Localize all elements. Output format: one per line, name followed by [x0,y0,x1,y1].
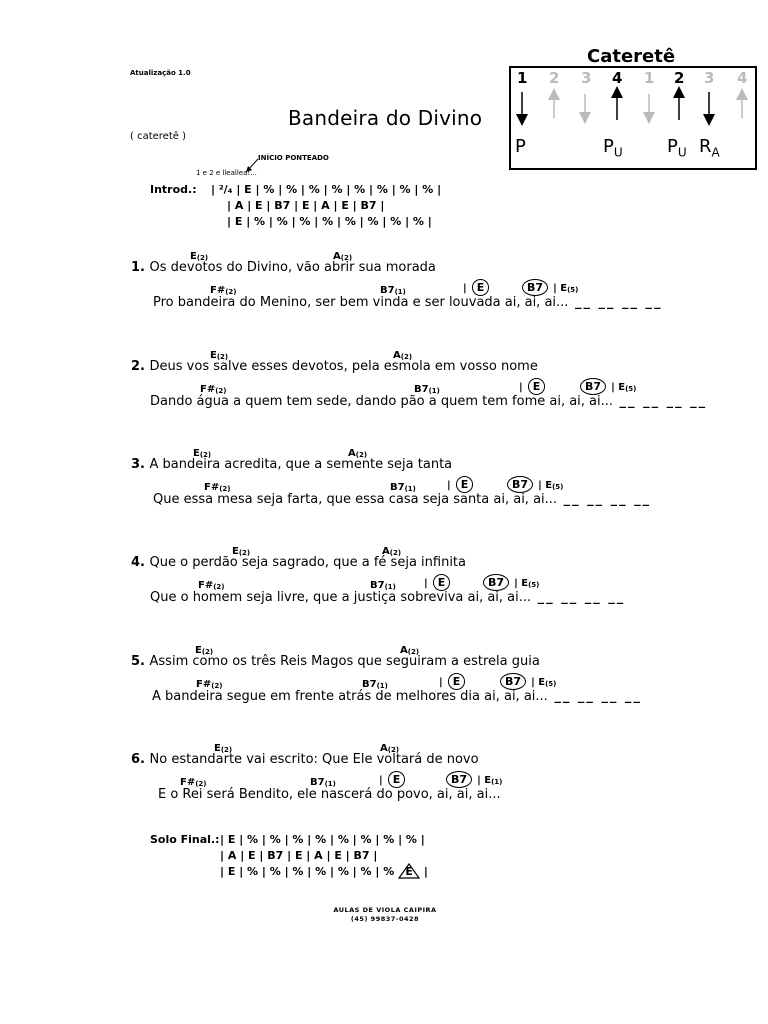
lyric-text: E o Rei será Bendito, ele nascerá do povo, ai, ai, ai... [158,787,501,802]
strum-count: 3 [581,69,592,87]
chord: $A_{(2)}$ [348,448,368,459]
circled-chord: B7 | $E_{(5)}$ [522,276,578,296]
solo-label: Solo Final.: [150,833,220,846]
lyric-text: No estandarte vai escrito: Que Ele voltará de novo [149,752,479,767]
circled-chord: | E [447,473,473,493]
lyric-text: Dando água a quem tem sede, dando pão a quem tem fome ai, ai, ai... [150,394,614,409]
version-label: Atualização 1.0 [130,69,191,77]
circled-chord: B7 | $E_{(5)}$ [483,571,539,591]
chord: $A_{(2)}$ [382,546,402,557]
strum-count: 4 [737,69,748,87]
intro-note: INÍCIO PONTEADO [258,154,329,162]
circled-chord: B7 | $E_{(5)}$ [580,375,636,395]
lyric-text: Que essa mesa seja farta, que essa casa seja santa ai, ai, ai... [153,492,558,507]
strum-count: 2 [549,69,560,87]
lyric-text: Os devotos do Divino, vão abrir sua morada [149,260,436,275]
chord: $A_{(2)}$ [333,251,353,262]
lyric-line [153,492,651,507]
circled-chord: | E [424,571,450,591]
lyric-line [131,457,452,472]
lyric-text: A bandeira segue em frente atrás de melhores dia ai, ai, ai... [152,689,548,704]
chord: $E_{(2)}$ [214,743,233,754]
chord: $A_{(2)}$ [393,350,413,361]
chord: $E_{(2)}$ [210,350,229,361]
strum-legend-pu: $P_U$ [603,136,623,160]
strum-count: 3 [704,69,715,87]
chord: $B7_{(1)}$ [370,580,396,591]
chord: $B7_{(1)}$ [390,482,416,493]
chord: $E_{(2)}$ [195,645,214,656]
circled-chord: | E [519,375,545,395]
lyric-text: Pro bandeira do Menino, ser bem vinda e ser louvada ai, ai, ai... [153,295,569,310]
dash-line: __ __ __ __ [613,394,708,409]
circled-chord: | E [463,276,489,296]
lyric-line [150,394,707,409]
genre-tag: ( cateretê ) [130,131,186,142]
circled-chord: | E [439,670,465,690]
lyric-line [131,555,466,570]
chord: $E_{(2)}$ [190,251,209,262]
chord: $F\#_{(2)}$ [180,777,207,788]
intro-line: | ²/₄ | E | % | % | % | % | % | % | % | % | [211,183,442,196]
chord: $F\#_{(2)}$ [198,580,225,591]
intro-line: | E | % | % | % | % | % | % | % | % | [227,215,432,228]
strum-count: 1 [644,69,655,87]
final-chord-triangle: E [398,865,420,878]
chord: $F\#_{(2)}$ [196,679,223,690]
chord: $F\#_{(2)}$ [204,482,231,493]
dash-line: __ __ __ __ [547,689,642,704]
chord: $F\#_{(2)}$ [200,384,227,395]
chord: $F\#_{(2)}$ [210,285,237,296]
strum-count: 2 [674,69,685,87]
lyric-line [131,260,436,275]
circled-chord: | E [379,768,405,788]
solo-line: | E | % | % | % | % | % | % | % | % | [220,833,425,846]
strum-legend-ra: $R_A$ [699,136,720,160]
strum-legend-pu: $P_U$ [667,136,687,160]
verse-number: 6. [131,752,150,767]
chord: $A_{(2)}$ [380,743,400,754]
verse-number: 5. [131,654,150,669]
strum-legend-p: P [515,136,526,157]
lyric-line [152,689,642,704]
count-note: 1 e 2 e lleallea!... [196,169,257,177]
lyric-line [153,295,663,310]
chord: $B7_{(1)}$ [414,384,440,395]
lyric-text: Assim como os três Reis Magos que seguiram a estrela guia [149,654,540,669]
solo-line: | E | % | % | % | % | % | % | % E | [220,865,428,878]
verse-number: 3. [131,457,150,472]
lyric-text: Deus vos salve esses devotos, pela esmola em vosso nome [149,359,538,374]
solo-line: | A | E | B7 | E | A | E | B7 | [220,849,378,862]
lyric-line [131,359,538,374]
lyric-text: Que o perdão seja sagrado, que a fé seja infinita [149,555,466,570]
dash-line: __ __ __ __ [557,492,652,507]
intro-line: | A | E | B7 | E | A | E | B7 | [227,199,385,212]
dash-line: __ __ __ __ [531,590,626,605]
intro-label: Introd.: [150,183,197,196]
circled-chord: B7 | $E_{(5)}$ [500,670,556,690]
song-title: Bandeira do Divino [288,106,483,130]
chord: $A_{(2)}$ [400,645,420,656]
chord: $E_{(2)}$ [232,546,251,557]
lyric-line [150,590,625,605]
lyric-line [158,787,501,802]
circled-chord: B7 | $E_{(1)}$ [446,768,502,788]
lyric-line [131,654,540,669]
verse-number: 4. [131,555,150,570]
footer-line: (45) 99837-0428 [350,915,420,923]
circled-chord: B7 | $E_{(5)}$ [507,473,563,493]
strum-pattern-box [509,66,757,170]
strum-count: 4 [612,69,623,87]
dash-line: __ __ __ __ [568,295,663,310]
lyric-text: A bandeira acredita, que a semente seja tanta [149,457,453,472]
footer-line: AULAS DE VIOLA CAIPIRA [333,906,437,914]
chord: $B7_{(1)}$ [310,777,336,788]
lyric-line [131,752,479,767]
strum-title: Cateretê [587,46,676,67]
strum-count: 1 [517,69,528,87]
lyric-text: Que o homem seja livre, que a justiça sobreviva ai, ai, ai... [150,590,532,605]
chord: $B7_{(1)}$ [380,285,406,296]
chord: $E_{(2)}$ [193,448,212,459]
verse-number: 2. [131,359,150,374]
chord: $B7_{(1)}$ [362,679,388,690]
verse-number: 1. [131,260,150,275]
